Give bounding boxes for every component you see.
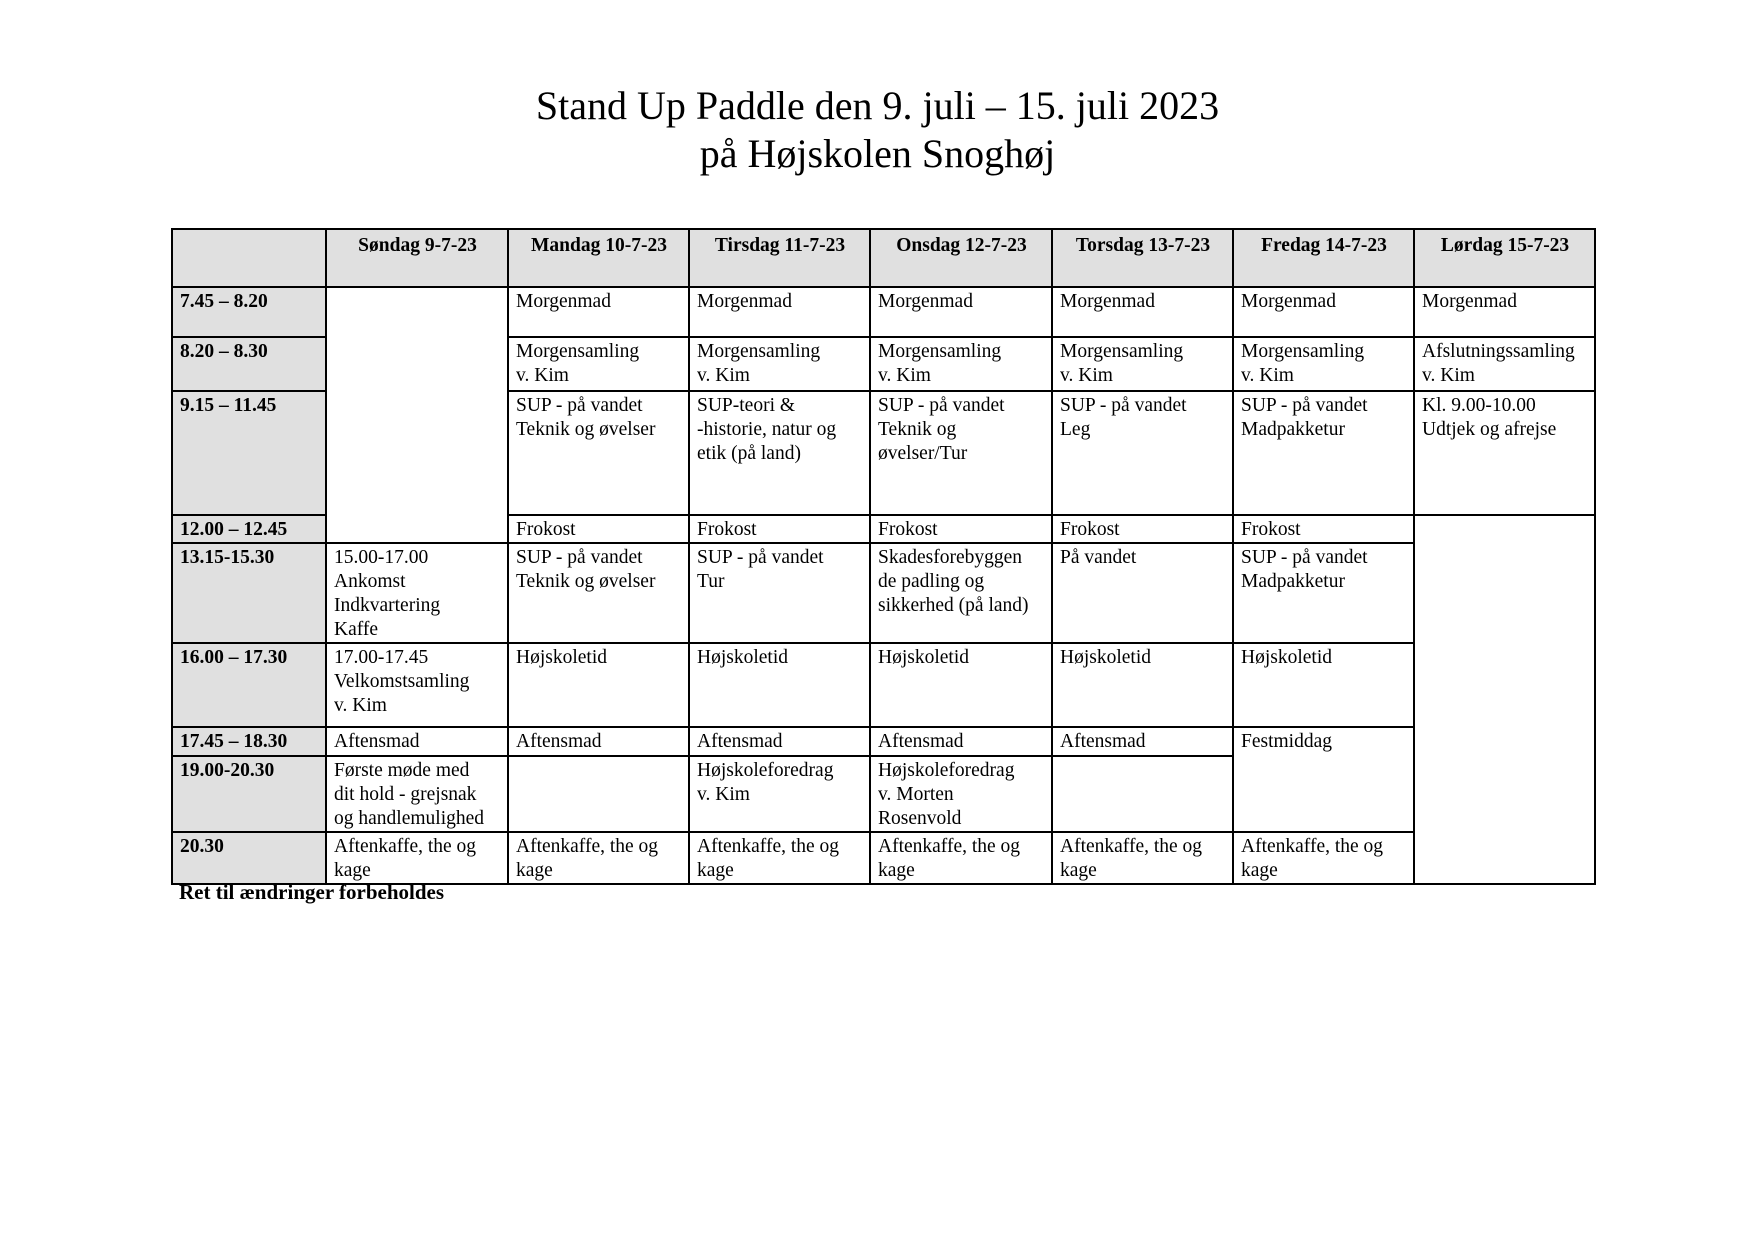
cell-text-line: Højskoleforedrag <box>878 760 1015 781</box>
cell-text-line: Skadesforebyggen <box>878 547 1023 568</box>
day-header-saturday: Lørdag 15-7-23 <box>1414 229 1595 287</box>
day-header-wednesday: Onsdag 12-7-23 <box>870 229 1052 287</box>
cell-text-line: sikkerhed (på land) <box>878 595 1029 616</box>
cell-text-line: Højskoleforedrag <box>697 760 834 781</box>
cell-tue-morning-activity <box>689 391 870 515</box>
cell-thu-dinner <box>1052 727 1233 756</box>
cell-text-line: Aftenkaffe, the og <box>1241 836 1384 857</box>
table-row <box>172 727 1595 756</box>
time-label: 9.15 – 11.45 <box>172 391 326 515</box>
cell-text-line: Aftensmad <box>878 731 964 752</box>
cell-text-line: Tur <box>697 571 725 592</box>
cell-text-line: Morgenmad <box>1060 291 1155 312</box>
sunday-empty-block <box>326 287 508 543</box>
cell-text-line: Højskoletid <box>1060 647 1151 668</box>
time-label: 7.45 – 8.20 <box>172 287 326 337</box>
cell-wed-lunch <box>870 515 1052 543</box>
cell-text-line: dit hold - grejsnak <box>334 784 477 805</box>
cell-text-line: og handlemulighed <box>334 808 485 829</box>
cell-mon-morning-activity <box>508 391 689 515</box>
cell-text-line: Frokost <box>1060 519 1120 540</box>
cell-text-line: kage <box>878 860 915 881</box>
cell-tue-afternoon-activity <box>689 543 870 643</box>
cell-text-line: etik (på land) <box>697 443 801 464</box>
cell-text-line: SUP - på vandet <box>878 395 1005 416</box>
cell-sun-evening-coffee <box>326 832 508 884</box>
cell-text-line: Teknik og øvelser <box>516 571 656 592</box>
cell-fri-evening-coffee <box>1233 832 1414 884</box>
cell-text-line: -historie, natur og <box>697 419 837 440</box>
cell-fri-afternoon-activity <box>1233 543 1414 643</box>
cell-text-line: Madpakketur <box>1241 419 1345 440</box>
cell-text-line: SUP - på vandet <box>516 547 643 568</box>
cell-sun-arrival <box>326 543 508 643</box>
day-header-friday: Fredag 14-7-23 <box>1233 229 1414 287</box>
cell-text-line: SUP - på vandet <box>1241 395 1368 416</box>
cell-text-line: Rosenvold <box>878 808 962 829</box>
cell-text-line: v. Kim <box>334 695 387 716</box>
cell-thu-morning-assembly <box>1052 337 1233 391</box>
cell-text-line: SUP - på vandet <box>516 395 643 416</box>
time-label: 12.00 – 12.45 <box>172 515 326 543</box>
cell-text-line: Højskoletid <box>516 647 607 668</box>
corner-cell <box>172 229 326 287</box>
cell-text-line: Leg <box>1060 419 1091 440</box>
cell-tue-evening <box>689 756 870 832</box>
cell-text-line: Teknik og <box>878 419 957 440</box>
cell-fri-morning-assembly <box>1233 337 1414 391</box>
cell-text-line: kage <box>1241 860 1278 881</box>
cell-text-line: kage <box>697 860 734 881</box>
cell-wed-dinner <box>870 727 1052 756</box>
cell-text-line: Teknik og øvelser <box>516 419 656 440</box>
cell-text-line: Morgenmad <box>697 291 792 312</box>
cell-text-line: Morgenmad <box>878 291 973 312</box>
cell-text-line: v. Kim <box>878 365 931 386</box>
cell-text-line: Frokost <box>516 519 576 540</box>
cell-mon-dinner <box>508 727 689 756</box>
cell-text-line: Højskoletid <box>697 647 788 668</box>
cell-text-line: de padling og <box>878 571 985 592</box>
cell-text-line: SUP - på vandet <box>697 547 824 568</box>
cell-text-line: v. Kim <box>1060 365 1113 386</box>
cell-text-line: Kl. 9.00-10.00 <box>1422 395 1536 416</box>
cell-thu-afternoon-activity <box>1052 543 1233 643</box>
cell-text-line: Afslutningssamling <box>1422 341 1575 362</box>
cell-text-line: Kaffe <box>334 619 379 640</box>
cell-text-line: Frokost <box>697 519 757 540</box>
cell-wed-evening <box>870 756 1052 832</box>
cell-sat-departure <box>1414 391 1595 515</box>
page-title <box>0 82 1755 178</box>
title-line-1: Stand Up Paddle den 9. juli – 15. juli 2023 <box>535 83 1220 128</box>
cell-wed-evening-coffee <box>870 832 1052 884</box>
cell-text-line: Aftensmad <box>516 731 602 752</box>
cell-fri-banquet <box>1233 727 1414 832</box>
cell-thu-school-time <box>1052 643 1233 727</box>
saturday-empty-block <box>1414 515 1595 884</box>
cell-text-line: Festmiddag <box>1241 731 1332 752</box>
time-label: 16.00 – 17.30 <box>172 643 326 727</box>
cell-tue-school-time <box>689 643 870 727</box>
cell-text-line: v. Kim <box>1241 365 1294 386</box>
cell-text-line: Morgenmad <box>516 291 611 312</box>
cell-text-line: Aftensmad <box>334 731 420 752</box>
header-row <box>172 229 1595 287</box>
table-row <box>172 832 1595 884</box>
cell-text-line: øvelser/Tur <box>878 443 968 464</box>
cell-text-line: SUP-teori & <box>697 395 796 416</box>
cell-text-line: Aftenkaffe, the og <box>334 836 477 857</box>
cell-wed-morning-assembly <box>870 337 1052 391</box>
cell-fri-school-time <box>1233 643 1414 727</box>
cell-text-line: Morgensamling <box>697 341 821 362</box>
time-label: 17.45 – 18.30 <box>172 727 326 756</box>
cell-text-line: kage <box>1060 860 1097 881</box>
cell-text-line: Aftenkaffe, the og <box>878 836 1021 857</box>
cell-wed-morning-activity <box>870 391 1052 515</box>
cell-text-line: Madpakketur <box>1241 571 1345 592</box>
time-label: 19.00-20.30 <box>172 756 326 832</box>
cell-text-line: Indkvartering <box>334 595 441 616</box>
schedule-table <box>171 228 1596 885</box>
cell-tue-morning-assembly <box>689 337 870 391</box>
time-label: 20.30 <box>172 832 326 884</box>
cell-text-line: 17.00-17.45 <box>334 647 429 668</box>
cell-text-line: Udtjek og afrejse <box>1422 419 1557 440</box>
cell-text-line: Morgenmad <box>1422 291 1517 312</box>
cell-mon-morning-assembly <box>508 337 689 391</box>
time-label: 13.15-15.30 <box>172 543 326 643</box>
cell-text-line: Aftensmad <box>1060 731 1146 752</box>
table-row <box>172 643 1595 727</box>
cell-text-line: Velkomstsamling <box>334 671 470 692</box>
cell-mon-breakfast <box>508 287 689 337</box>
day-header-sunday: Søndag 9-7-23 <box>326 229 508 287</box>
cell-mon-lunch <box>508 515 689 543</box>
cell-text-line: Frokost <box>878 519 938 540</box>
cell-text-line: 15.00-17.00 <box>334 547 429 568</box>
cell-text-line: Aftenkaffe, the og <box>697 836 840 857</box>
cell-text-line: Første møde med <box>334 760 470 781</box>
cell-text-line: Morgensamling <box>1241 341 1365 362</box>
cell-text-line: Aftenkaffe, the og <box>1060 836 1203 857</box>
title-line-2: på Højskolen Snoghøj <box>699 131 1056 176</box>
cell-thu-morning-activity <box>1052 391 1233 515</box>
cell-text-line: SUP - på vandet <box>1241 547 1368 568</box>
cell-wed-breakfast <box>870 287 1052 337</box>
table-row <box>172 287 1595 337</box>
cell-text-line: Højskoletid <box>1241 647 1332 668</box>
cell-text-line: v. Kim <box>697 365 750 386</box>
cell-text-line: v. Kim <box>1422 365 1475 386</box>
cell-text-line: Frokost <box>1241 519 1301 540</box>
cell-thu-evening-coffee <box>1052 832 1233 884</box>
cell-text-line: v. Kim <box>697 784 750 805</box>
cell-thu-lunch <box>1052 515 1233 543</box>
cell-tue-breakfast <box>689 287 870 337</box>
cell-sun-evening <box>326 756 508 832</box>
cell-text-line: kage <box>334 860 371 881</box>
cell-mon-school-time <box>508 643 689 727</box>
cell-tue-lunch <box>689 515 870 543</box>
cell-sat-closing-assembly <box>1414 337 1595 391</box>
cell-wed-school-time <box>870 643 1052 727</box>
cell-thu-evening <box>1052 756 1233 832</box>
cell-fri-morning-activity <box>1233 391 1414 515</box>
cell-text-line: kage <box>516 860 553 881</box>
cell-tue-evening-coffee <box>689 832 870 884</box>
cell-text-line: SUP - på vandet <box>1060 395 1187 416</box>
day-header-tuesday: Tirsdag 11-7-23 <box>689 229 870 287</box>
cell-mon-evening <box>508 756 689 832</box>
cell-text-line: Aftensmad <box>697 731 783 752</box>
cell-text-line: Morgensamling <box>878 341 1002 362</box>
cell-text-line: Morgensamling <box>1060 341 1184 362</box>
changes-reserved-note: Ret til ændringer forbeholdes <box>179 880 445 904</box>
cell-mon-afternoon-activity <box>508 543 689 643</box>
cell-sun-dinner <box>326 727 508 756</box>
cell-sun-welcome <box>326 643 508 727</box>
day-header-thursday: Torsdag 13-7-23 <box>1052 229 1233 287</box>
table-row <box>172 543 1595 643</box>
cell-sat-breakfast <box>1414 287 1595 337</box>
cell-text-line: Aftenkaffe, the og <box>516 836 659 857</box>
cell-fri-lunch <box>1233 515 1414 543</box>
cell-fri-breakfast <box>1233 287 1414 337</box>
time-label: 8.20 – 8.30 <box>172 337 326 391</box>
cell-mon-evening-coffee <box>508 832 689 884</box>
day-header-monday: Mandag 10-7-23 <box>508 229 689 287</box>
cell-tue-dinner <box>689 727 870 756</box>
cell-text-line: v. Kim <box>516 365 569 386</box>
cell-text-line: Morgensamling <box>516 341 640 362</box>
cell-text-line: Højskoletid <box>878 647 969 668</box>
cell-text-line: Ankomst <box>334 571 406 592</box>
cell-thu-breakfast <box>1052 287 1233 337</box>
cell-text-line: Morgenmad <box>1241 291 1336 312</box>
cell-text-line: På vandet <box>1060 547 1137 568</box>
cell-text-line: v. Morten <box>878 784 954 805</box>
cell-wed-afternoon-activity <box>870 543 1052 643</box>
